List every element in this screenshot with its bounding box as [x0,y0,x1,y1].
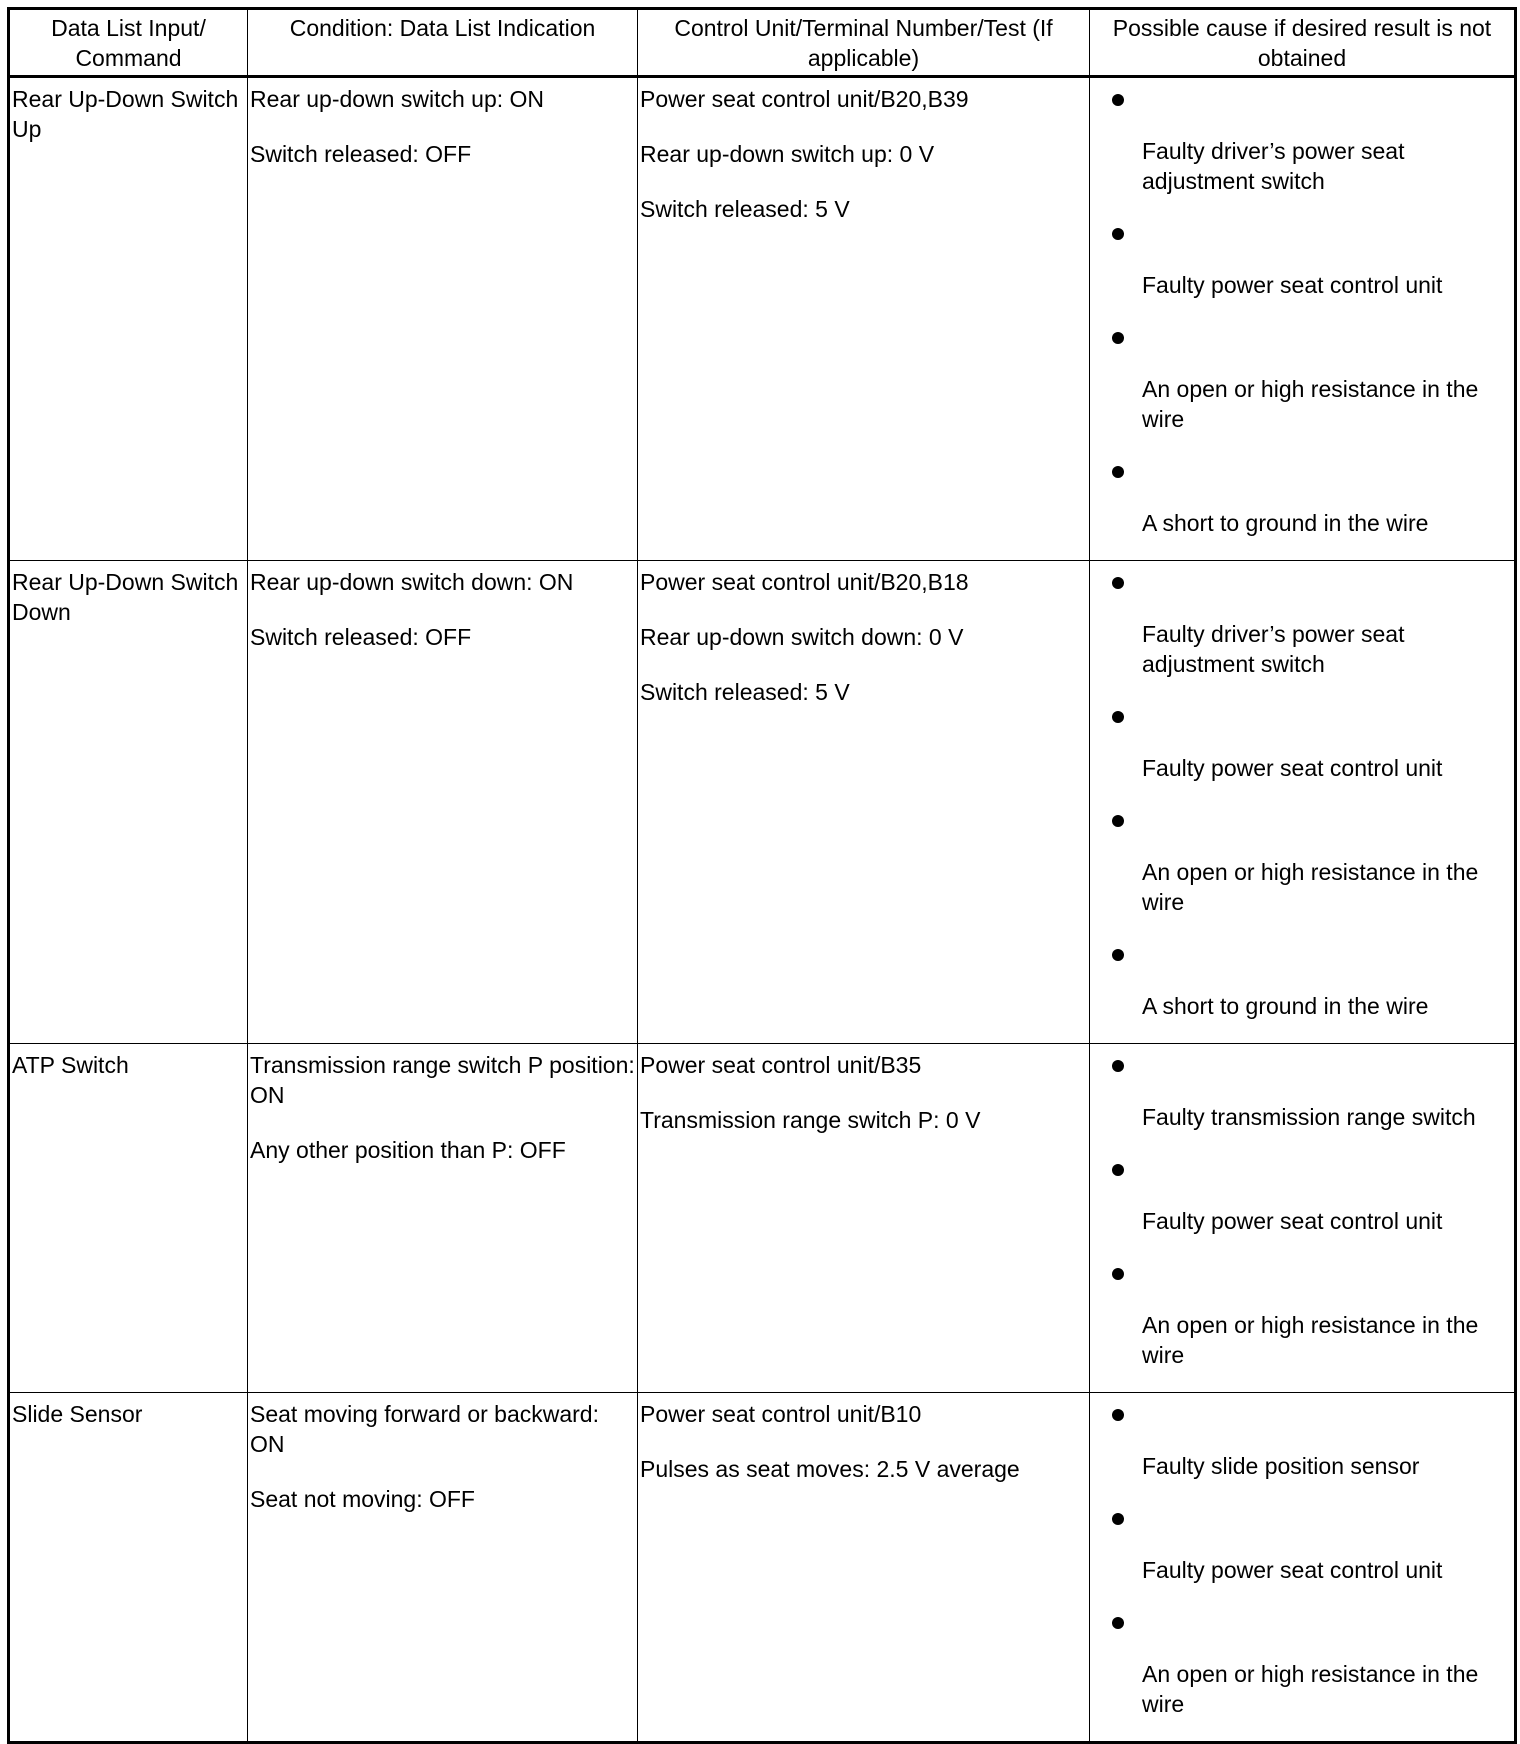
cause-text: Faulty power seat control unit [1142,755,1443,781]
table-row [9,561,1516,1044]
cell-control [638,1044,1090,1393]
list-item [1092,1258,1512,1370]
header-condition: Condition: Data List Indication [248,9,638,77]
table-header-row [9,9,1516,77]
list-item [1092,1154,1512,1236]
bullet-icon [1112,466,1124,478]
control-text: Power seat control unit/B20,B18 [640,569,969,595]
cause-text: An open or high resistance in the wire [1142,859,1479,915]
cell-conditions [248,77,638,561]
control-text: Pulses as seat moves: 2.5 V average [640,1456,1020,1482]
bullet-icon [1112,1164,1124,1176]
cause-list [1092,84,1512,538]
cell-causes [1090,1393,1516,1743]
bullet-icon [1112,577,1124,589]
header-possible-cause: Possible cause if desired result is not obtained [1090,9,1516,77]
list-item [1092,1503,1512,1585]
bullet-icon [1112,228,1124,240]
cause-list [1092,567,1512,1021]
cell-conditions [248,561,638,1044]
cause-list [1092,1050,1512,1370]
bullet-icon [1112,1617,1124,1629]
bullet-icon [1112,1513,1124,1525]
bullet-icon [1112,1060,1124,1072]
control-text: Power seat control unit/B10 [640,1401,922,1427]
condition-text: Rear up-down switch up: ON [250,86,545,112]
condition-text: Seat moving forward or backward: ON [250,1401,599,1457]
control-text: Switch released: 5 V [640,679,850,705]
control-text: Rear up-down switch up: 0 V [640,141,935,167]
cause-text: Faulty driver’s power seat adjustment switch [1142,621,1405,677]
cause-text: A short to ground in the wire [1142,510,1429,536]
cause-text: An open or high resistance in the wire [1142,1312,1479,1368]
list-item [1092,218,1512,300]
cell-causes [1090,77,1516,561]
list-item [1092,456,1512,538]
control-text: Switch released: 5 V [640,196,850,222]
control-text: Rear up-down switch down: 0 V [640,624,964,650]
cause-text: An open or high resistance in the wire [1142,1661,1479,1717]
cell-input: Rear Up-Down Switch Up [9,77,248,561]
bullet-icon [1112,332,1124,344]
control-text: Power seat control unit/B35 [640,1052,922,1078]
bullet-icon [1112,94,1124,106]
diagnostic-data-table [7,7,1517,1744]
condition-text: Switch released: OFF [250,141,472,167]
cell-causes [1090,561,1516,1044]
cell-input: ATP Switch [9,1044,248,1393]
list-item [1092,701,1512,783]
cell-control [638,561,1090,1044]
cell-causes [1090,1044,1516,1393]
list-item [1092,1050,1512,1132]
cause-text: An open or high resistance in the wire [1142,376,1479,432]
bullet-icon [1112,949,1124,961]
cause-text: Faulty power seat control unit [1142,272,1443,298]
cause-text: Faulty power seat control unit [1142,1208,1443,1234]
list-item [1092,84,1512,196]
list-item [1092,567,1512,679]
cause-list [1092,1399,1512,1719]
cause-text: Faulty driver’s power seat adjustment switch [1142,138,1405,194]
table-row [9,77,1516,561]
control-text: Power seat control unit/B20,B39 [640,86,969,112]
list-item [1092,805,1512,917]
list-item [1092,322,1512,434]
cell-input: Rear Up-Down Switch Down [9,561,248,1044]
condition-text: Switch released: OFF [250,624,472,650]
list-item [1092,1607,1512,1719]
control-text: Transmission range switch P: 0 V [640,1107,981,1133]
cause-text: Faulty power seat control unit [1142,1557,1443,1583]
bullet-icon [1112,1409,1124,1421]
cell-control [638,77,1090,561]
cell-input: Slide Sensor [9,1393,248,1743]
bullet-icon [1112,815,1124,827]
table-row [9,1044,1516,1393]
cell-control [638,1393,1090,1743]
header-control-unit: Control Unit/Terminal Number/Test (If applicable) [638,9,1090,77]
condition-text: Seat not moving: OFF [250,1486,475,1512]
cell-conditions [248,1393,638,1743]
bullet-icon [1112,1268,1124,1280]
condition-text: Transmission range switch P position: ON [250,1052,635,1108]
table-row [9,1393,1516,1743]
cause-text: A short to ground in the wire [1142,993,1429,1019]
list-item [1092,1399,1512,1481]
condition-text: Any other position than P: OFF [250,1137,566,1163]
cell-conditions [248,1044,638,1393]
cause-text: Faulty transmission range switch [1142,1104,1476,1130]
condition-text: Rear up-down switch down: ON [250,569,574,595]
list-item [1092,939,1512,1021]
cause-text: Faulty slide position sensor [1142,1453,1420,1479]
bullet-icon [1112,711,1124,723]
header-data-list-input: Data List Input/ Command [9,9,248,77]
